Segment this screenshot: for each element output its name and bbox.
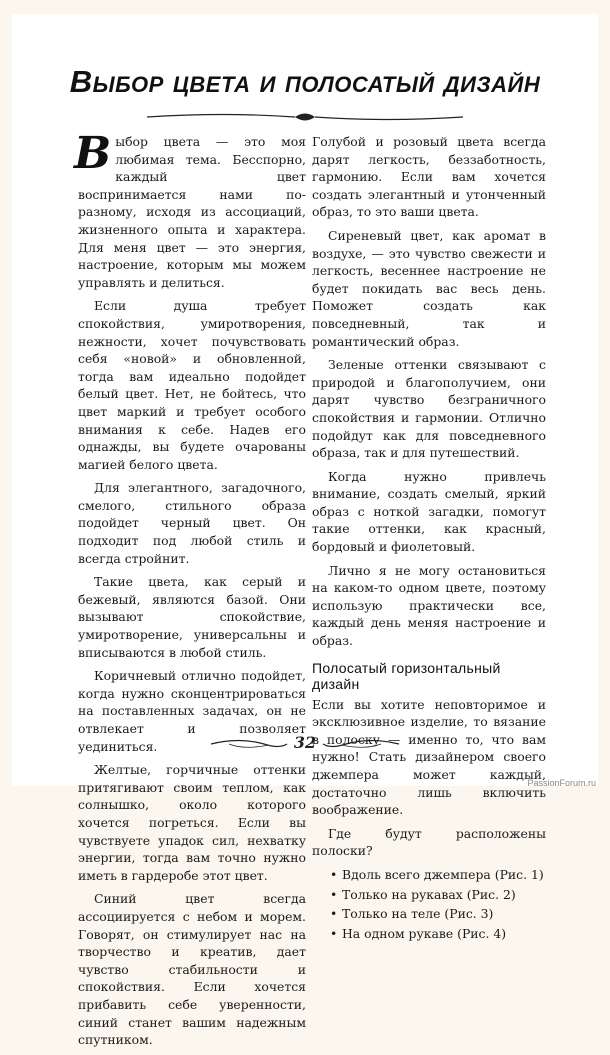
paragraph-brown: Коричневый отлично подойдет, когда нужно сконцентрироваться на поставленных задачах, он не отвлекает и позволяет уединиться.	[78, 668, 306, 754]
page-footer	[0, 733, 610, 752]
section-subheading: Полосатый горизонтальный дизайн	[312, 659, 501, 692]
paragraph-lightblue-pink: Голубой и розовый цвета всегда дарят легкость, беззаботность, гармонию. Если вам хочется создать элегантный и утонченный образ, то это ваши цвета.	[312, 134, 546, 220]
list-item: • Только на рукавах (Рис. 2)	[330, 886, 546, 904]
stripes-list	[312, 866, 546, 942]
paragraph-stripes: Если вы хотите неповторимое и эксклюзивное изделие, то вязание в полоску — именно то, что вам нужно! Стать дизайнером своего джемпера может каждый, достаточно лишь включить воображение.	[312, 696, 546, 818]
page-title: Выбор цвета и полосатый дизайн	[69, 64, 541, 99]
right-column	[312, 133, 546, 944]
paragraph-black: Для элегантного, загадочного, смелого, стильного образа подойдет черный цвет. Он подходит под любой стиль и всегда стройнит.	[78, 480, 306, 566]
paragraph-grey-beige: Такие цвета, как серый и бежевый, являются базой. Они вызывают спокойствие, умиротворение, универсальны и вписываются в любой стиль.	[78, 574, 306, 660]
paragraph-blue: Синий цвет всегда ассоциируется с небом и морем. Говорят, он стимулирует нас на творчество и креатив, дает чувство стабильности и спокойствия. Если хочется прибавить себе уверенности, синий станет вашим надежным спутником.	[78, 891, 306, 1048]
intro-paragraph: Выбор цвета — это моя любимая тема. Бесспорно, каждый цвет воспринимается нами по-разному, исходя из ассоциаций, жизненного опыта и характера. Для меня цвет — это энергия, настроение, которым мы можем управлять и делиться.	[74, 128, 306, 290]
drop-cap: В	[74, 128, 112, 179]
paragraph-lilac: Сиреневый цвет, как аромат в воздухе, — это чувство свежести и легкость, весеннее настроение не будет покидать вас весь день. Поможет создать как повседневный, так и романтический образ.	[312, 227, 546, 349]
paragraph-red: Когда нужно привлечь внимание, создать смелый, яркий образ с ноткой загадки, помогут такие оттенки, как красный, бордовый и фиолетовый.	[312, 468, 546, 555]
title-flourish-ornament	[145, 110, 465, 124]
paragraph-green: Зеленые оттенки связывают с природой и благополучием, они дарят чувство безграничного спокойствия и гармонии. Отлично подойдут как для повседневного образа, так и для путешествий.	[312, 357, 546, 461]
stripes-question: Где будут расположены полоски?	[312, 825, 546, 859]
list-item: • Вдоль всего джемпера (Рис. 1)	[330, 866, 546, 884]
right-flourish-ornament	[321, 737, 401, 751]
paragraph-personal: Лично я не могу остановиться на каком-то одном цвете, поэтому использую практически все, каждый день меняя настроение и образ.	[312, 562, 546, 649]
page-number: 32	[293, 733, 317, 752]
left-column	[74, 128, 306, 1055]
paragraph-white: Если душа требует спокойствия, умиротворения, нежности, хочет почувствовать себя «новой» и обновленной, тогда вам идеально подойдет белый цвет. Нет, не бойтесь, что цвет маркий и требует особого внимания к себе. Надев его однажды, вы будете очарованы магией белого цвета.	[78, 298, 306, 472]
watermark: PassionForum.ru	[527, 778, 596, 788]
left-flourish-ornament	[209, 737, 289, 751]
list-item: • Только на теле (Рис. 3)	[330, 905, 546, 923]
paragraph-yellow: Желтые, горчичные оттенки притягивают своим теплом, как солнышко, около которого хочется погреться. Если вы чувствуете упадок сил, нехватку энергии, тогда вам точно нужно иметь в гардеробе этот цвет.	[78, 762, 306, 883]
list-item: • На одном рукаве (Рис. 4)	[330, 925, 546, 943]
